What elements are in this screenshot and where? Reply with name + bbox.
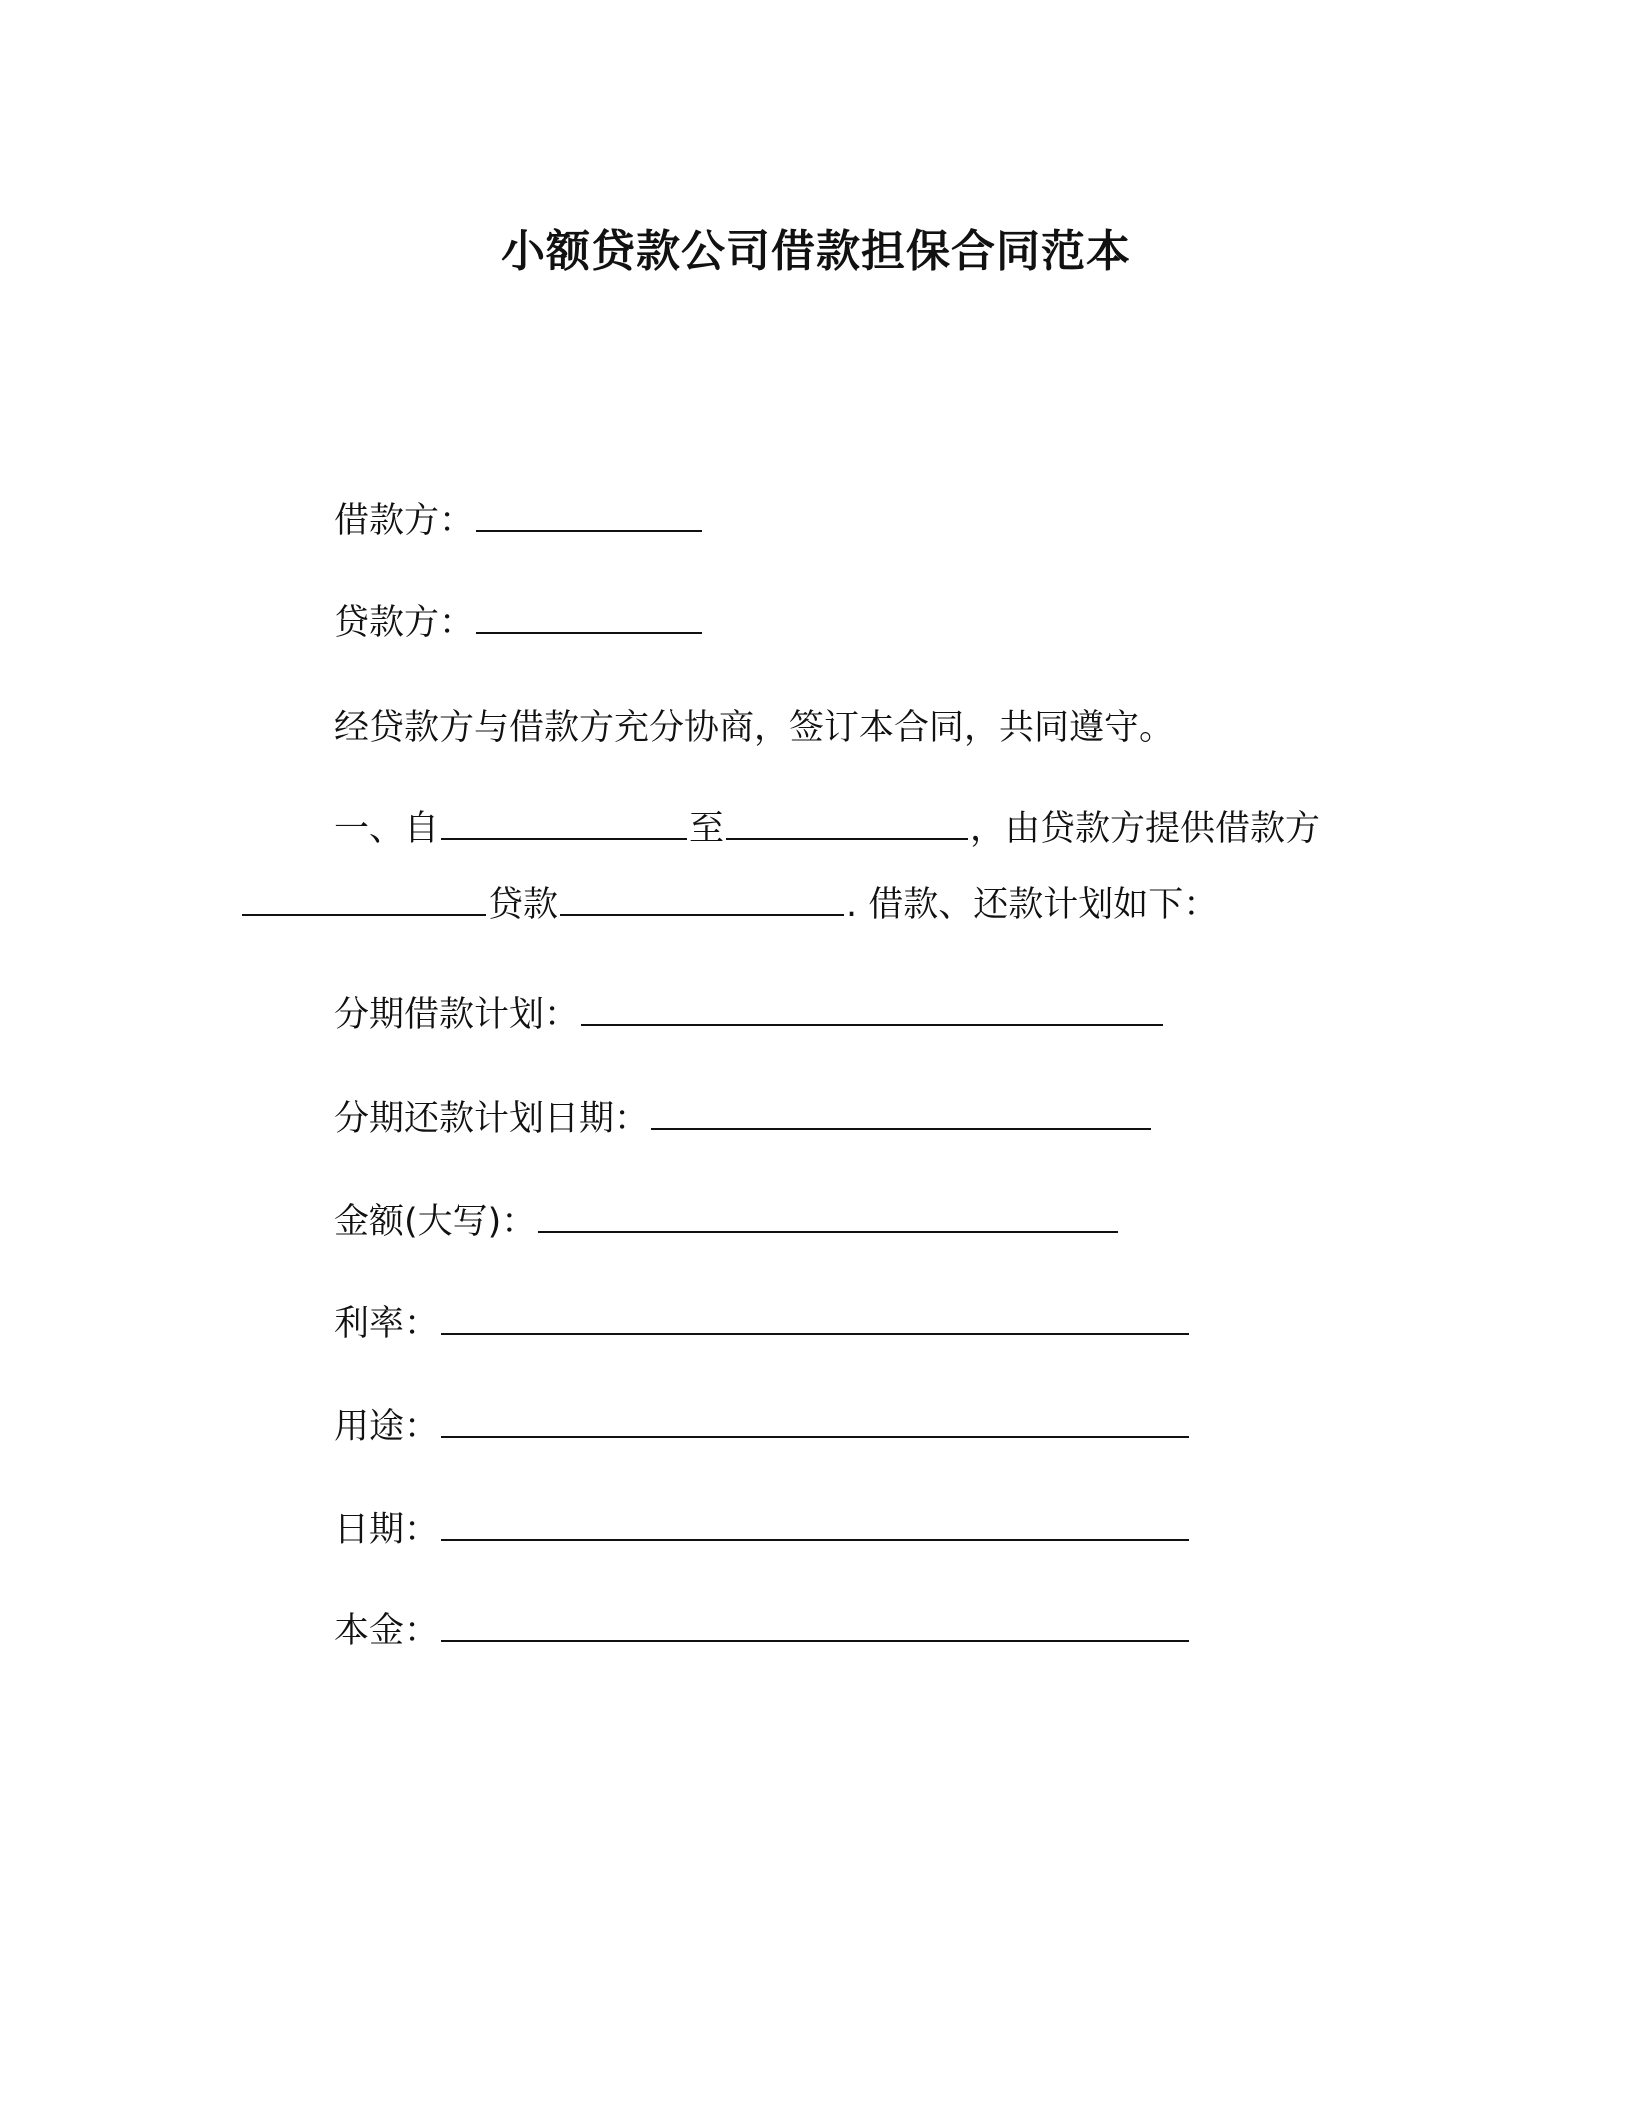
clause1-to: 至 bbox=[689, 809, 725, 849]
field-blank[interactable] bbox=[581, 992, 1163, 1026]
loan-type-blank[interactable] bbox=[242, 882, 486, 916]
end-date-blank[interactable] bbox=[726, 806, 968, 840]
clause1-suffix: ，由贷款方提供借款方 bbox=[970, 809, 1321, 849]
loan-amount-blank[interactable] bbox=[560, 882, 844, 916]
lender-line bbox=[334, 598, 704, 648]
field-label: 用途： bbox=[334, 1407, 440, 1447]
lender-blank[interactable] bbox=[476, 600, 702, 634]
clause1-loan: 贷款 bbox=[488, 885, 559, 925]
borrower-line bbox=[334, 496, 704, 546]
field-blank[interactable] bbox=[441, 1507, 1189, 1541]
borrower-label: 借款方： bbox=[334, 501, 475, 541]
field-label: 利率： bbox=[334, 1304, 440, 1344]
field-blank[interactable] bbox=[441, 1608, 1189, 1642]
field-principal bbox=[334, 1606, 1191, 1656]
preamble: 经贷款方与借款方充分协商，签订本合同，共同遵守。 bbox=[334, 708, 1175, 748]
clause1-prefix: 一、自 bbox=[334, 809, 440, 849]
start-date-blank[interactable] bbox=[441, 806, 687, 840]
field-blank[interactable] bbox=[651, 1096, 1151, 1130]
clause1-line1 bbox=[334, 804, 1320, 854]
field-interest-rate bbox=[334, 1299, 1191, 1349]
field-date bbox=[334, 1505, 1191, 1555]
document-title: 小额贷款公司借款担保合同范本 bbox=[501, 226, 1131, 277]
field-label: 金额(大写)： bbox=[334, 1202, 537, 1242]
field-installment-loan-plan bbox=[334, 990, 1165, 1040]
field-blank[interactable] bbox=[538, 1199, 1118, 1233]
borrower-blank[interactable] bbox=[476, 498, 702, 532]
field-repayment-date bbox=[334, 1094, 1153, 1144]
field-amount-words bbox=[334, 1197, 1120, 1247]
clause1-line2 bbox=[240, 880, 1218, 930]
lender-label: 贷款方： bbox=[334, 603, 475, 643]
field-blank[interactable] bbox=[441, 1404, 1189, 1438]
clause1-end: . 借款、还款计划如下： bbox=[846, 885, 1219, 925]
field-label: 日期： bbox=[334, 1510, 440, 1550]
field-label: 分期借款计划： bbox=[334, 995, 580, 1035]
field-blank[interactable] bbox=[441, 1301, 1189, 1335]
field-label: 本金： bbox=[334, 1611, 440, 1651]
field-label: 分期还款计划日期： bbox=[334, 1099, 650, 1139]
field-purpose bbox=[334, 1402, 1191, 1452]
